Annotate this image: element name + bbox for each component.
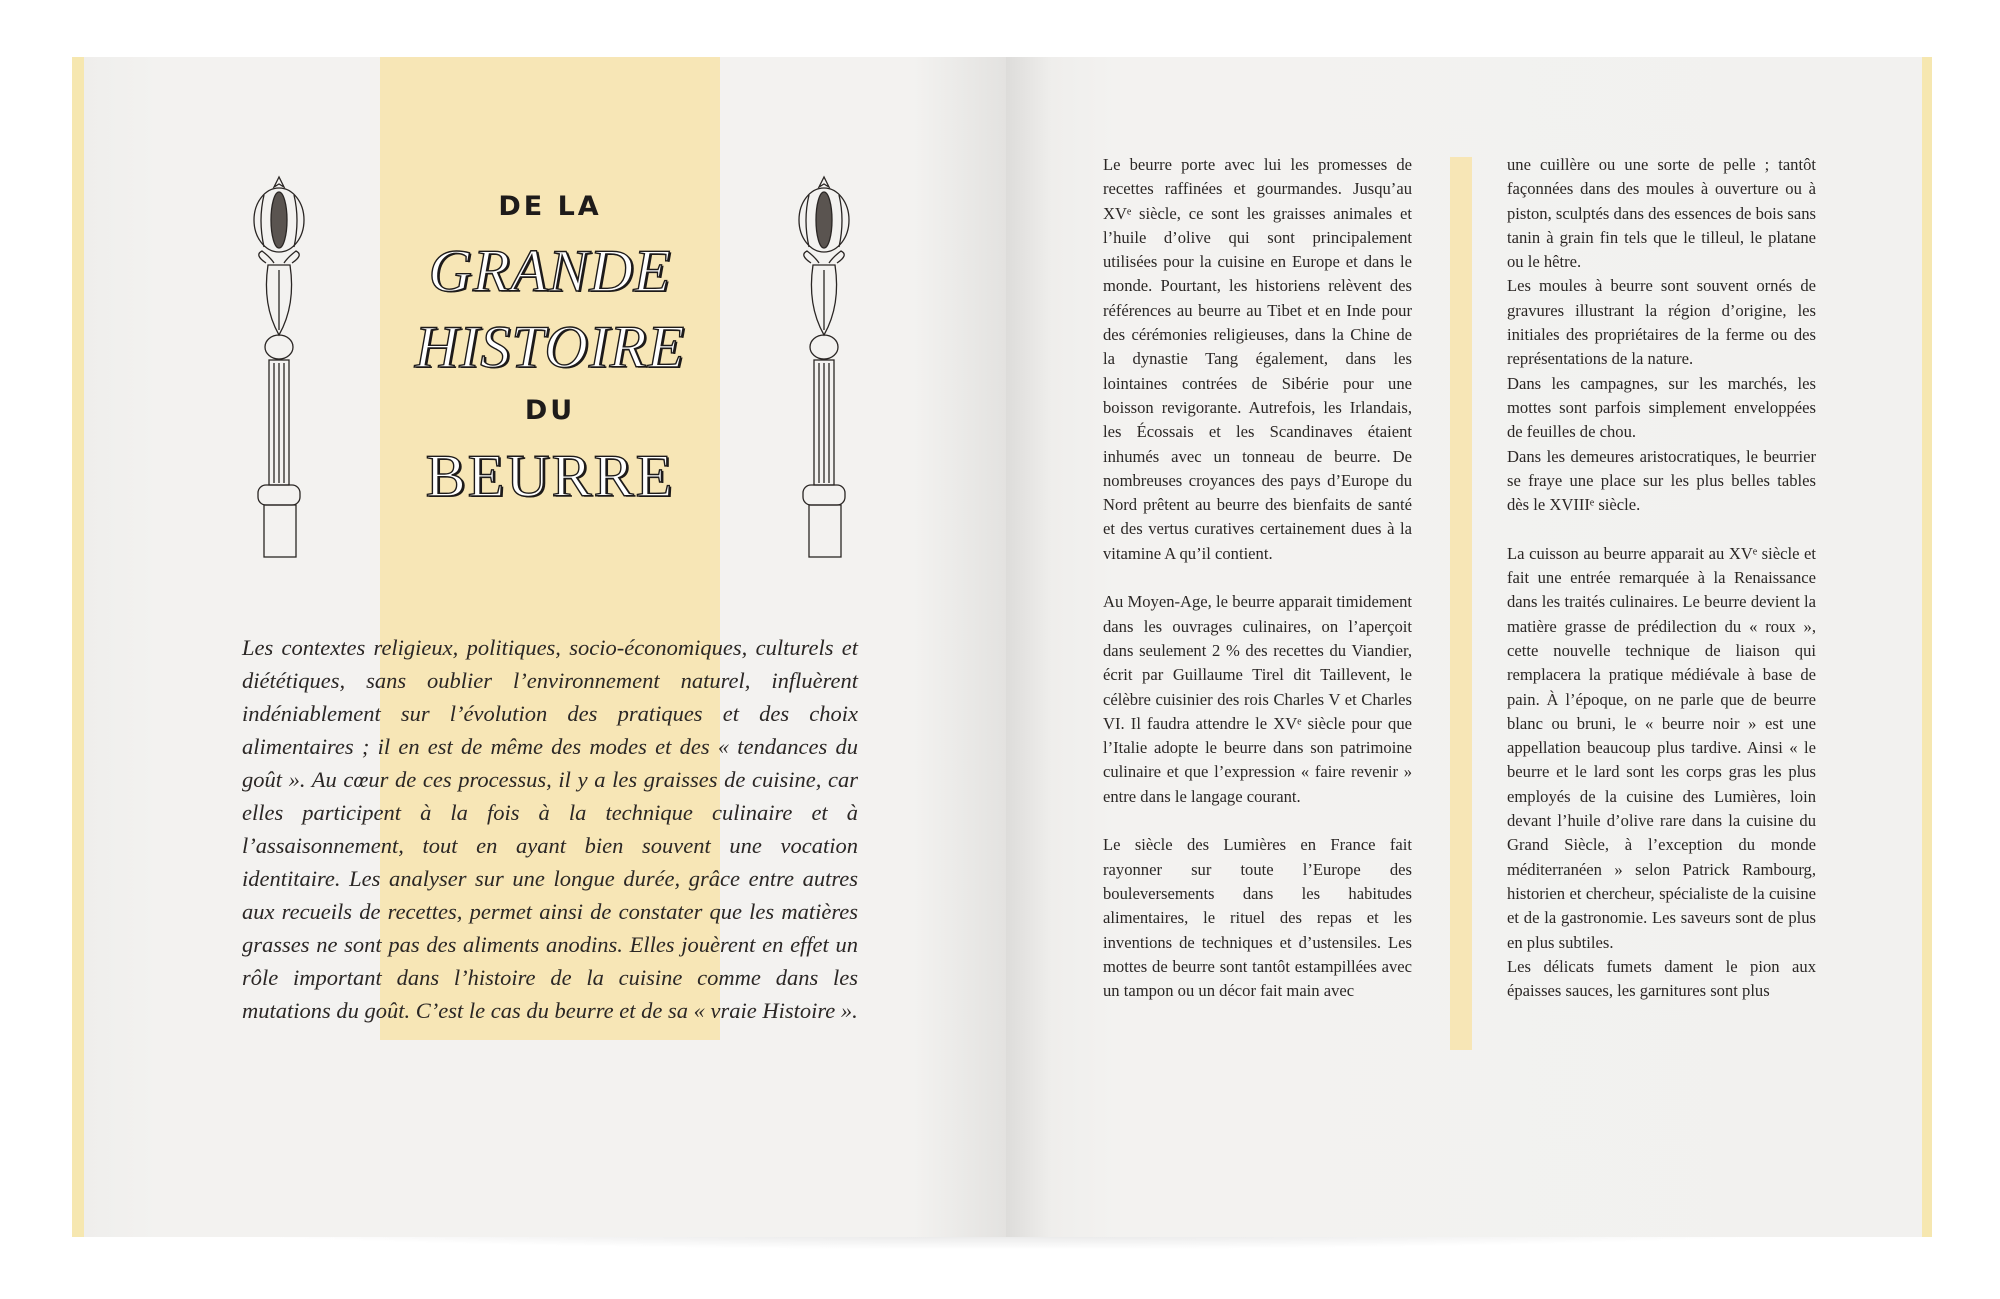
title-line-beurre: BEURRE — [425, 443, 675, 509]
left-page — [84, 57, 1006, 1237]
paragraph: Au Moyen-Age, le beurre apparait timidement dans les ouvrages culinaires, on l’aperçoit dans seulement 2 % des recettes du Viandier, écrit par Guillaume Tirel dit Taillevent, le célèbre cuisinier des rois Charles V et Charles VI. Il faudra attendre le XVᵉ siècle pour que l’Italie adopte le beurre dans son patrimoine culinaire et que l’expression « faire revenir » entre dans le langage courant. — [1103, 592, 1412, 806]
paragraph: Les moules à beurre sont souvent ornés de gravures illustrant la région d’origine, les initiales des propriétaires de la ferme ou des représentations de la nature. — [1507, 276, 1816, 369]
paragraph: Dans les campagnes, sur les marchés, les mottes sont parfois simplement enveloppées de feuilles de chou. — [1507, 373, 1816, 442]
right-page — [1006, 57, 1922, 1237]
intro-paragraph: Les contextes religieux, politiques, socio-économiques, culturels et diététiques, sans oublier l’environnement naturel, influèrent indéniablement sur l’évolution des pratiques et des choix alimentaires ; il en est de même des modes et des « tendances du goût ». Au cœur de ces processus, il y a les graisses de cuisine, car elles participent à la fois à la technique culinaire et à l’assaisonnement, tout en ayant bien souvent une vocation identitaire. Les analyser sur une longue durée, grâce entre autres aux recueils de recettes, permet ainsi de constater que les matières grasses ne sont pas des aliments anodins. Elles jouèrent en effet un rôle important dans l’histoire de la cuisine comme dans les mutations du goût. C’est le cas du beurre et de sa « vraie Histoire ». — [242, 635, 858, 1023]
paragraph: Les délicats fumets dament le pion aux épaisses sauces, les garnitures sont plus — [1507, 956, 1816, 1001]
title-line-de-la: DE LA — [498, 191, 602, 222]
text-column-1 — [1103, 153, 1412, 1003]
column-ornament-left-icon — [244, 175, 314, 560]
paragraph: La cuisson au beurre apparait au XVᵉ siècle et fait une entrée remarquée à la Renaissance dans les traités culinaires. Le beurre devient la matière grasse de prédilection du « roux », cette nouvelle technique de liaison qui remplacera la pratique médiévale à base de pain. À l’époque, on ne parle que de beurre blanc ou bruni, le « beurre noir » est une appellation beaucoup plus tardive. Ainsi « le beurre et le lard sont les corps gras les plus employés de la cuisine des Lumières, loin devant l’huile d’olive rare dans la cuisine du Grand Siècle, à l’exception du monde méditerranéen » selon Patrick Rambourg, historien et chercheur, spécialiste de la cuisine et de la gastronomie. Les saveurs sont de plus en plus subtiles. — [1507, 543, 1816, 952]
paragraph: Le beurre porte avec lui les promesses de recettes raffinées et gourmandes. Jusqu’au XVᵉ siècle, ce sont les graisses animales et l’huile d’olive qui sont principalement utilisées pour la cuisine en Europe et dans le monde. Pourtant, les historiens relèvent des références au beurre au Tibet et en Inde pour des cérémonies religieuses, dans la Chine de la dynastie Tang également, dans les lointaines contrées de Sibérie pour une boisson revigorante. Autrefois, les Irlandais, les Écossais et les Scandinaves étaient inhumés avec un tonneau de beurre. De nombreuses croyances des pays d’Europe du Nord prêtent au beurre des bienfaits de santé et des vertus curatives certainement dues à la vitamine A qu’il contient. — [1103, 155, 1412, 563]
title-line-du: DU — [524, 395, 576, 426]
paragraph: une cuillère ou une sorte de pelle ; tantôt façonnées dans des moules à ouverture ou à piston, sculptés dans des essences de bois sans tanin à grain fin tels que le tilleul, le platane ou le hêtre. — [1507, 155, 1816, 272]
text-column-2 — [1507, 153, 1816, 1003]
title-line-grande: GRANDE — [428, 238, 672, 304]
title-line-histoire: HISTOIRE — [414, 314, 686, 380]
yellow-divider-bar — [1450, 157, 1472, 1050]
paragraph: Le siècle des Lumières en France fait rayonner sur toute l’Europe des bouleversements dans les habitudes alimentaires, le rituel des repas et les inventions de techniques et d’ustensiles. Les mottes de beurre sont tantôt estampillées avec un tampon ou un décor fait main avec — [1103, 835, 1412, 1001]
column-ornament-right-icon — [789, 175, 859, 560]
paragraph: Dans les demeures aristocratiques, le beurrier se fraye une place sur les plus belles tables dès le XVIIIᵉ siècle. — [1507, 446, 1816, 515]
